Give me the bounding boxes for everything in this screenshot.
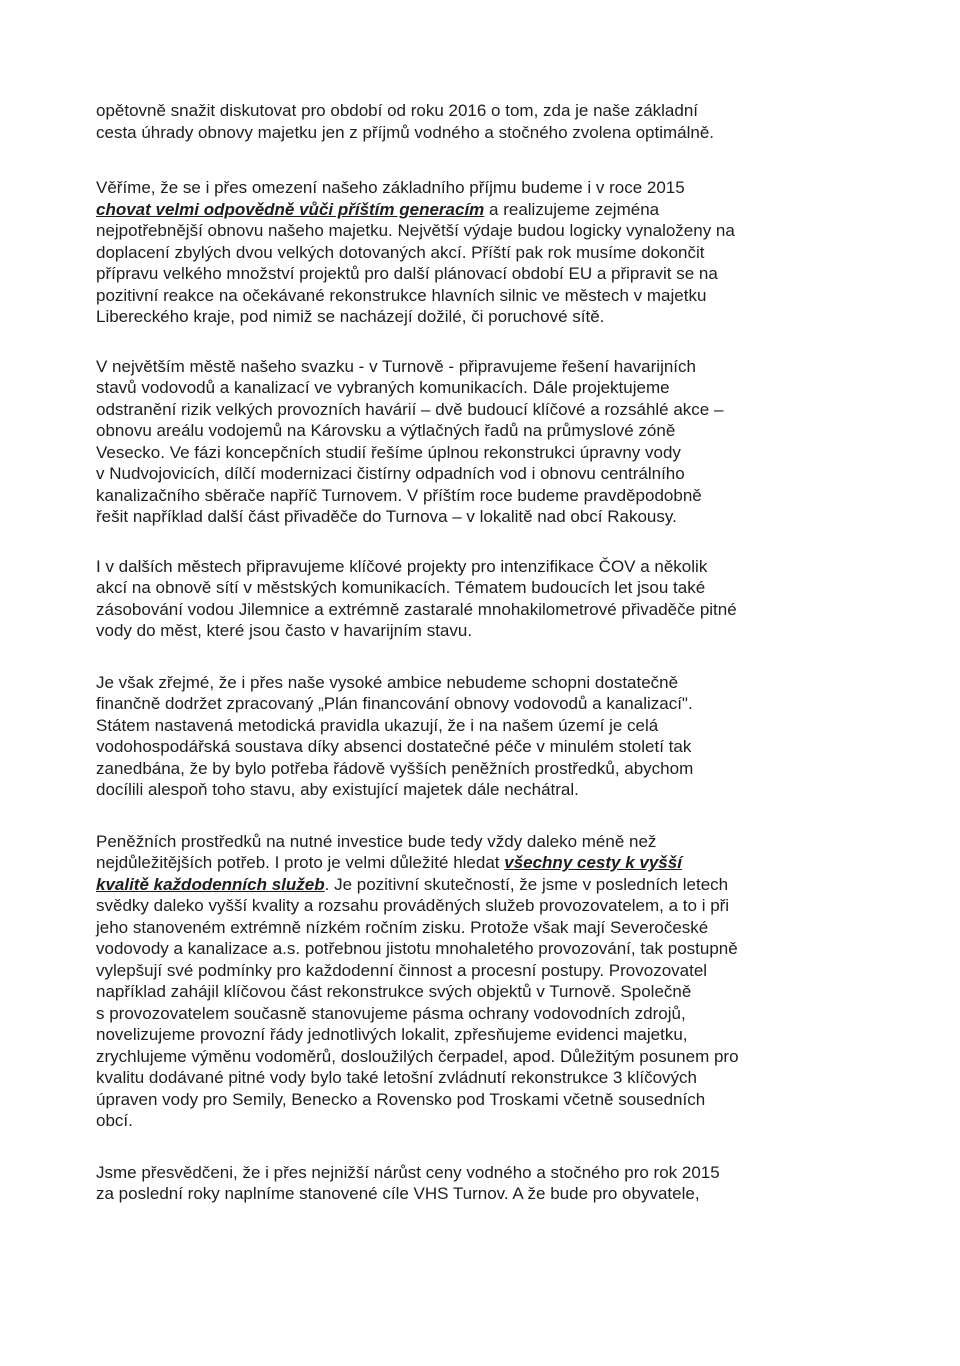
paragraph-2-end: a realizujeme zejména nejpotřebnější obnovu našeho majetku. Největší výdaje budou logicky vynaloženy na doplacení zbylých dvou velkých dotovaných akcí. Příští pak rok musíme dokončit přípravu velkého množství projektů pro další plánovací období EU a připravit se na pozitivní reakce na očekávané rekonstrukce hlavních silnic ve městech v majetku Libereckého kraje, pod nimiž se nacházejí dožilé, či poruchové sítě.: [96, 199, 735, 326]
document-body: [96, 100, 836, 1205]
paragraph-4: I v dalších městech připravujeme klíčové projekty pro intenzifikace ČOV a několik akcí na obnově sítí v městských komunikacích. Tématem budoucích let jsou také zásobování vodou Jilemnice a extrémně zastaralé mnohakilometrové přivaděče pitné vody do měst, které jsou často v havarijním stavu.: [96, 556, 737, 640]
paragraph-6-start: Peněžních prostředků na nutné investice bude tedy vždy daleko méně než nejdůležitějších potřeb. I proto je velmi důležité hledat: [96, 831, 657, 872]
paragraph-6-emphasis: všechny cesty k vyšší kvalitě každodenních služeb: [96, 853, 682, 894]
paragraph-gap: [96, 801, 836, 831]
paragraph-2-start: Věříme, že se i přes omezení našeho základního příjmu budeme i v roce 2015: [96, 178, 685, 197]
paragraph-gap: [96, 1132, 836, 1162]
paragraph-2: [96, 177, 836, 328]
paragraph-gap: [96, 528, 836, 556]
paragraph-gap: [96, 143, 836, 177]
paragraph-2-emphasis: chovat velmi odpovědně vůči příštím generacím: [96, 199, 485, 219]
paragraph-5: Je však zřejmé, že i přes naše vysoké ambice nebudeme schopni dostatečně finančně dodržet zpracovaný „Plán financování obnovy vodovodů a kanalizací". Státem nastavená metodická pravidla ukazují, že i na našem území je celá vodohospodářská soustava díky absenci dostatečné péče v minulém století tak zanedbána, že by bylo potřeba řádově vyšších peněžních prostředků, abychom docílili alespoň toho stavu, aby existující majetek dále nechátral.: [96, 672, 694, 799]
paragraph-3: V největším městě našeho svazku - v Turnově - připravujeme řešení havarijních stavů vodovodů a kanalizací ve vybraných komunikacích. Dále projektujeme odstranění rizik velkých provozních havárií – dvě budoucí klíčové a rozsáhlé akce – obnovu areálu vodojemů na Károvsku a výtlačných řadů na průmyslové zóně Vesecko. Ve fázi koncepčních studií řešíme úplnou rekonstrukci úpravny vody v Nudvojovicích, dílčí modernizaci čistírny odpadních vod i obnovu centrálního kanalizačního sběrače napříč Turnovem. V příštím roce budeme pravděpodobně řešit například další část přivaděče do Turnova – v lokalitě nad obcí Rakousy.: [96, 356, 724, 526]
paragraph-6: [96, 831, 836, 1132]
paragraph-1: opětovně snažit diskutovat pro období od roku 2016 o tom, zda je naše základní cesta úhrady obnovy majetku jen z příjmů vodného a stočného zvolena optimálně.: [96, 101, 715, 142]
paragraph-7: Jsme přesvědčeni, že i přes nejnižší nárůst ceny vodného a stočného pro rok 2015 za poslední roky naplníme stanovené cíle VHS Turnov. A že bude pro obyvatele,: [96, 1162, 720, 1203]
paragraph-gap: [96, 328, 836, 356]
paragraph-6-end: . Je pozitivní skutečností, že jsme v posledních letech svědky daleko vyšší kvality a rozsahu prováděných služeb provozovatelem, a to i při jeho stanoveném extrémně nízkém ročním zisku. Protože však mají Severočeské vodovody a kanalizace a.s. potřebnou jistotu mnohaletého provozování, tak postupně vylepšují své podmínky pro každodenní činnost a procesní postupy. Provozovatel například zahájil klíčovou část rekonstrukce svých objektů v Turnově. Společně s provozovatelem současně stanovujeme pásma ochrany vodovodních zdrojů, novelizujeme provozní řády jednotlivých lokalit, zpřesňujeme evidenci majetku, zrychlujeme výměnu vodoměrů, dosloužilých čerpadel, apod. Důležitým posunem pro kvalitu dodávané pitné vody bylo také letošní zvládnutí rekonstrukce 3 klíčových úpraven vody pro Semily, Benecko a Rovensko pod Troskami včetně sousedních obcí.: [96, 874, 739, 1130]
paragraph-gap: [96, 642, 836, 672]
